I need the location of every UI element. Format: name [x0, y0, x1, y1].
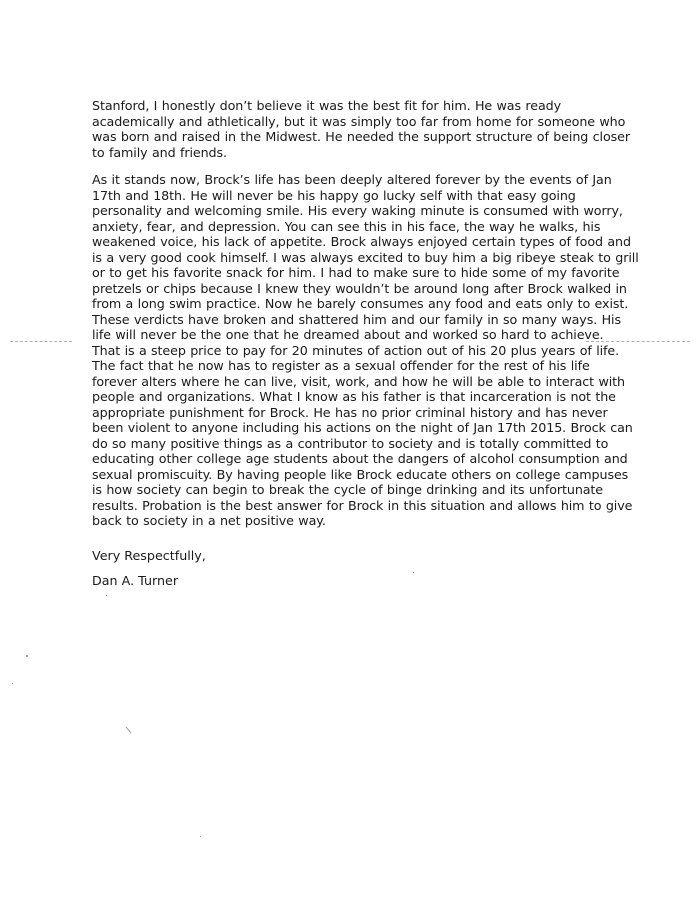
text-line: That is a steep price to pay for 20 minutes of action out of his 20 plus years of life.: [92, 342, 620, 358]
scan-speck: [200, 836, 201, 837]
text-line: from a long swim practice. Now he barely consumes any food and eats only to exist.: [92, 296, 629, 311]
text-line: to family and friends.: [92, 144, 227, 160]
text-line: people and organizations. What I know as his father is that incarceration is not the: [92, 389, 616, 404]
text-line: anxiety, fear, and depression. You can see this in his face, the way he walks, his: [92, 218, 601, 234]
scan-speck: [106, 595, 107, 596]
scan-speck: [26, 655, 28, 657]
text-line: or to get his favorite snack for him. I had to make sure to hide some of my favorite: [92, 265, 620, 280]
text-line: The fact that he now has to register as a sexual offender for the rest of his life: [92, 358, 590, 373]
scan-line-left: [10, 341, 72, 342]
text-line: appropriate punishment for Brock. He has no prior criminal history and has never: [92, 404, 608, 420]
text-line: forever alters where he can live, visit, work, and how he will be able to interact with: [92, 373, 625, 389]
text-line: educating other college age students about the dangers of alcohol consumption and: [92, 451, 628, 466]
text-line: sexual promiscuity. By having people like Brock educate others on college campuses: [92, 466, 629, 482]
scan-line-right: [586, 341, 690, 342]
paragraph-1: [92, 98, 630, 160]
text-line: life will never be the one that he dreamed about and worked so hard to achieve.: [92, 327, 604, 342]
letter-closing: Very Respectfully,: [92, 548, 206, 563]
text-line: As it stands now, Brock’s life has been deeply altered forever by the events of Jan: [92, 172, 612, 187]
scan-speck: [413, 572, 414, 573]
text-line: personality and welcoming smile. His every waking minute is consumed with worry,: [92, 203, 623, 218]
text-line: pretzels or chips because I knew they wouldn’t be around long after Brock walked in: [92, 280, 627, 296]
paragraph-2: [92, 172, 639, 529]
text-line: been violent to anyone including his actions on the night of Jan 17th 2015. Brock can: [92, 420, 633, 435]
text-line: 17th and 18th. He will never be his happy go lucky self with that easy going: [92, 187, 576, 203]
text-line: weakened voice, his lack of appetite. Brock always enjoyed certain types of food and: [92, 234, 631, 249]
text-line: do so many positive things as a contributor to society and is totally committed to: [92, 435, 609, 451]
scan-speck: [12, 683, 13, 684]
letter-body: [92, 98, 639, 541]
text-line: back to society in a net positive way.: [92, 513, 326, 528]
text-line: Stanford, I honestly don’t believe it was the best fit for him. He was ready: [92, 98, 562, 113]
text-line: is how society can begin to break the cycle of binge drinking and its unfortunate: [92, 482, 604, 497]
letter-signature: Dan A. Turner: [92, 573, 179, 588]
text-line: results. Probation is the best answer for Brock in this situation and allows him to give: [92, 497, 633, 513]
text-line: was born and raised in the Midwest. He needed the support structure of being closer: [92, 129, 630, 144]
text-line: academically and athletically, but it was simply too far from home for someone who: [92, 113, 626, 129]
text-line: is a very good cook himself. I was always excited to buy him a big ribeye steak to grill: [92, 249, 639, 265]
scan-mark: [126, 727, 132, 734]
text-line: These verdicts have broken and shattered him and our family in so many ways. His: [92, 311, 621, 327]
